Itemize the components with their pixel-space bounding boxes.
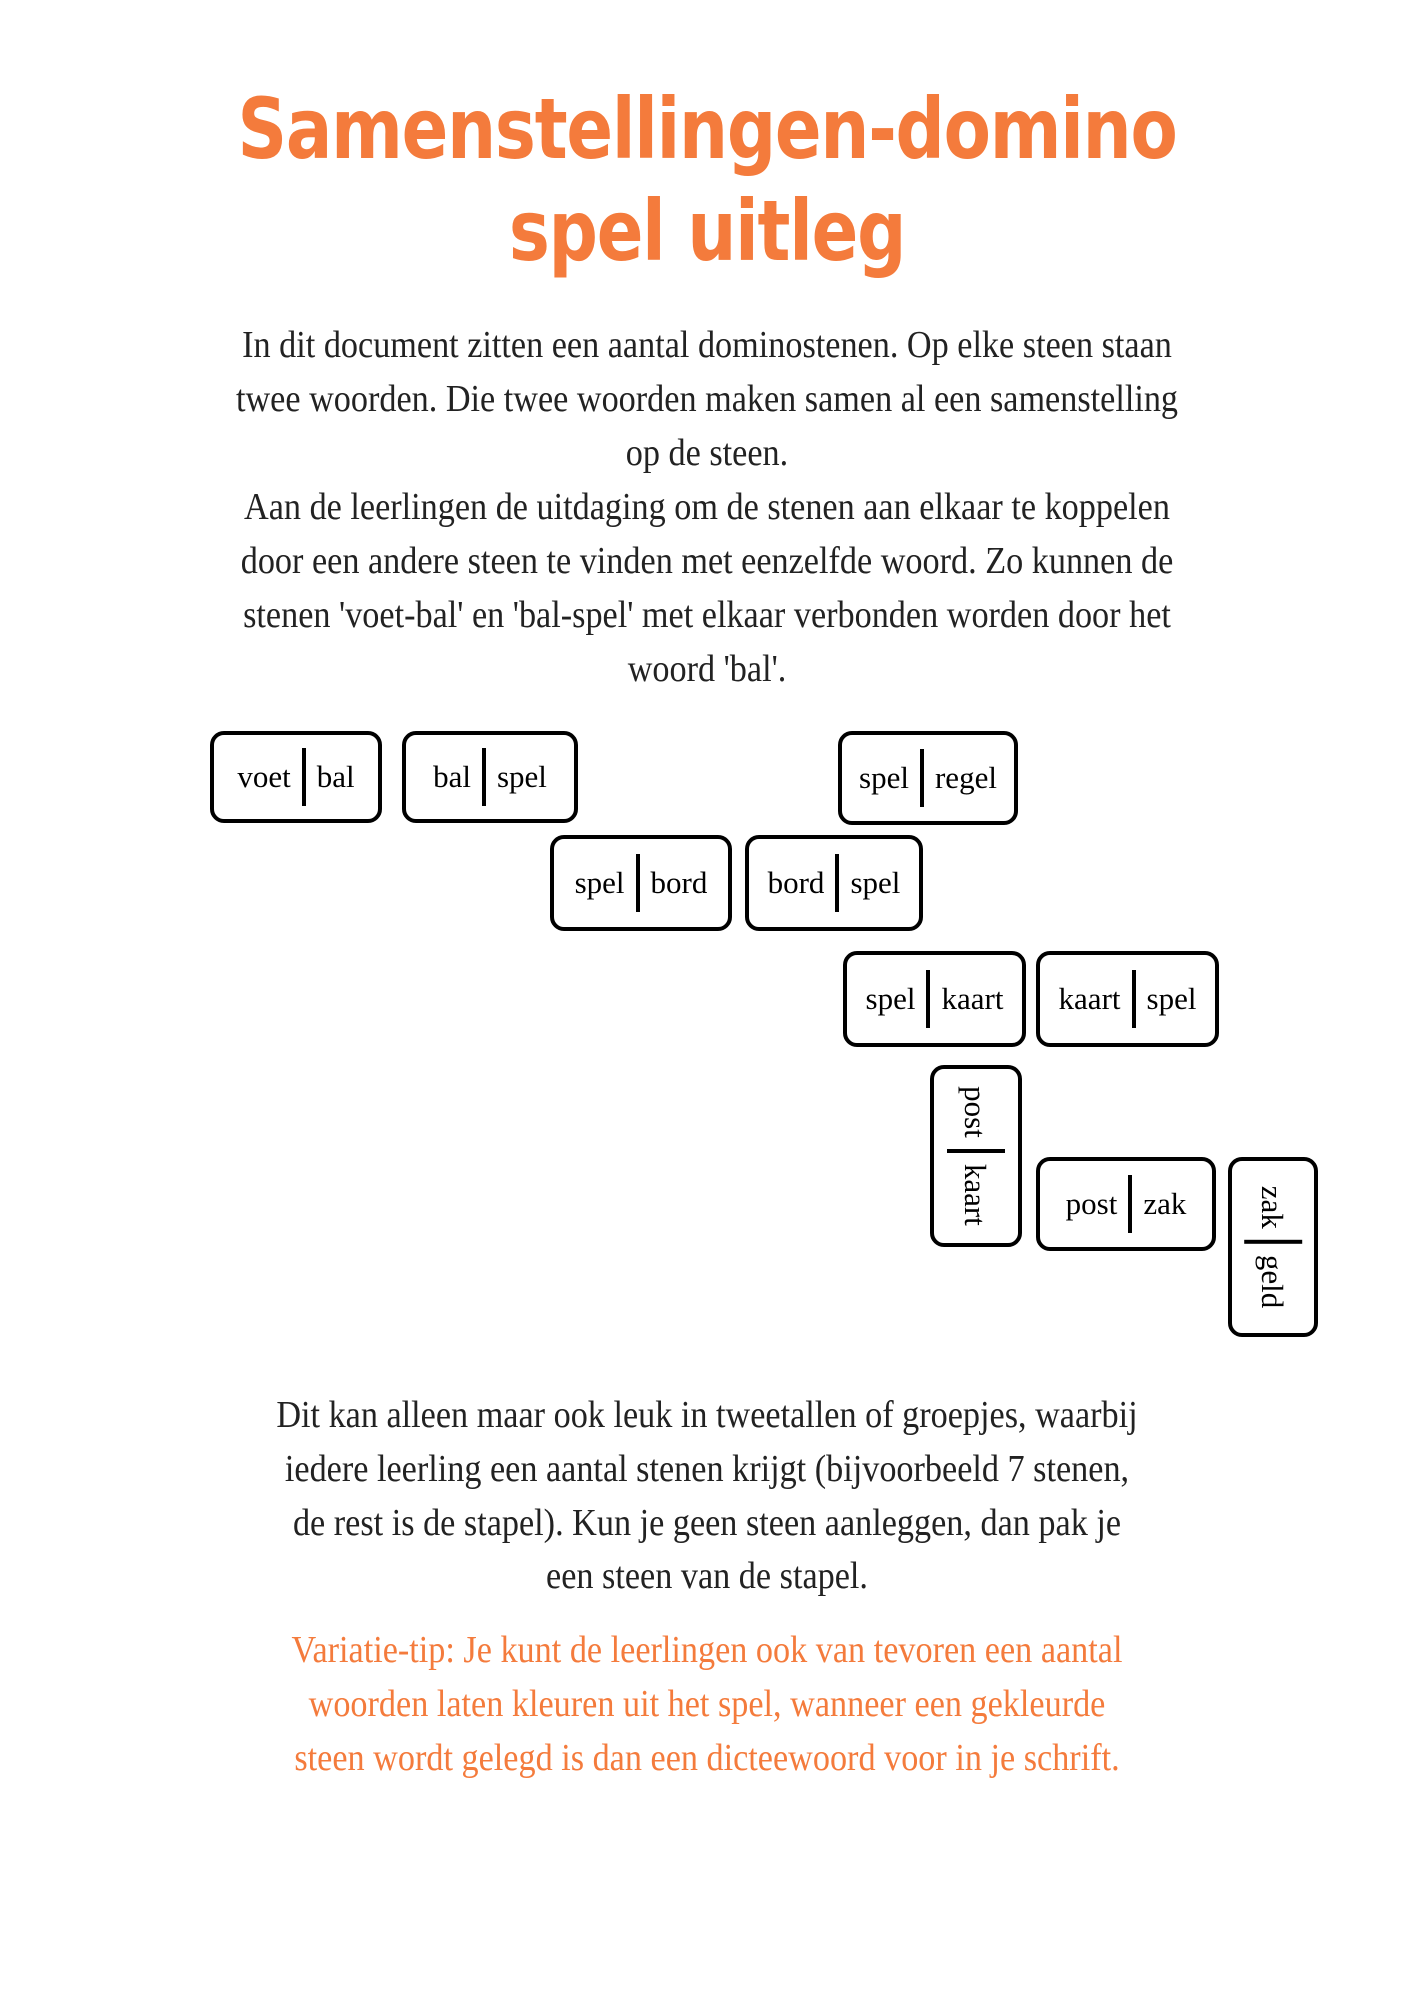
groups-line: de rest is de stapel). Kun je geen steen aanleggen, dan pak je bbox=[292, 1501, 1122, 1544]
tile-word-left: zak bbox=[1255, 1185, 1291, 1229]
domino-chain-diagram bbox=[50, 723, 1364, 1363]
groups-line: een steen van de stapel. bbox=[546, 1555, 868, 1598]
title-line-1: Samenstellingen-domino bbox=[237, 80, 1177, 178]
tile-word-left: voet bbox=[237, 759, 291, 795]
tile-word-right: kaart bbox=[941, 981, 1004, 1017]
tip-line: steen wordt gelegd is dan een dicteewoord voor in je schrift. bbox=[294, 1737, 1120, 1780]
intro-line: woord 'bal'. bbox=[627, 647, 787, 690]
tile-word-left: bal bbox=[433, 759, 471, 795]
domino-tile[interactable] bbox=[838, 731, 1018, 825]
tile-word-right: geld bbox=[1255, 1254, 1291, 1308]
tip-line: Variatie-tip: Je kunt de leerlingen ook van tevoren een aantal bbox=[291, 1629, 1123, 1672]
tile-word-left: kaart bbox=[1058, 981, 1121, 1017]
domino-tile[interactable] bbox=[930, 1065, 1022, 1247]
domino-tile[interactable] bbox=[1036, 951, 1219, 1047]
page-title bbox=[50, 0, 1364, 283]
domino-tile[interactable] bbox=[210, 731, 382, 823]
intro-paragraph bbox=[116, 319, 1299, 697]
intro-line: twee woorden. Die twee woorden maken samen al een samenstelling bbox=[235, 377, 1179, 420]
tile-word-left: spel bbox=[859, 760, 909, 796]
tile-word-right: spel bbox=[496, 759, 547, 795]
tile-word-right: spel bbox=[850, 865, 901, 901]
tile-divider bbox=[947, 1148, 1005, 1152]
tile-word-right: regel bbox=[934, 760, 997, 796]
tile-word-left: bord bbox=[767, 865, 825, 901]
domino-tile[interactable] bbox=[745, 835, 923, 931]
domino-tile[interactable] bbox=[1228, 1157, 1318, 1337]
tile-word-left: post bbox=[958, 1085, 994, 1138]
tile-word-right: kaart bbox=[958, 1163, 994, 1226]
tile-word-left: post bbox=[1065, 1186, 1118, 1222]
tile-word-left: spel bbox=[865, 981, 916, 1017]
tile-word-right: bord bbox=[650, 865, 708, 901]
tile-word-right: bal bbox=[316, 759, 355, 795]
domino-tile[interactable] bbox=[843, 951, 1026, 1047]
domino-tile[interactable] bbox=[402, 731, 578, 823]
domino-tile[interactable] bbox=[1036, 1157, 1216, 1251]
title-line-2: spel uitleg bbox=[508, 182, 906, 281]
tile-word-right: zak bbox=[1143, 1186, 1187, 1222]
intro-line: op de steen. bbox=[625, 431, 789, 474]
groups-line: iedere leerling een aantal stenen krijgt (bijvoorbeeld 7 stenen, bbox=[284, 1447, 1130, 1490]
variation-tip-paragraph bbox=[116, 1624, 1299, 1786]
intro-line: stenen 'voet-bal' en 'bal-spel' met elkaar verbonden worden door het bbox=[243, 593, 1171, 636]
tile-word-left: spel bbox=[574, 865, 625, 901]
tile-divider bbox=[1244, 1239, 1302, 1243]
tile-word-right: spel bbox=[1146, 981, 1197, 1017]
tip-line: woorden laten kleuren uit het spel, wanneer een gekleurde bbox=[308, 1683, 1106, 1726]
domino-tile[interactable] bbox=[550, 835, 732, 931]
groups-line: Dit kan alleen maar ook leuk in tweetallen of groepjes, waarbij bbox=[276, 1393, 1138, 1436]
groups-paragraph bbox=[116, 1389, 1299, 1605]
intro-line: In dit document zitten een aantal dominostenen. Op elke steen staan bbox=[242, 323, 1172, 366]
intro-line: door een andere steen te vinden met eenzelfde woord. Zo kunnen de bbox=[240, 539, 1174, 582]
intro-line: Aan de leerlingen de uitdaging om de stenen aan elkaar te koppelen bbox=[244, 485, 1170, 528]
